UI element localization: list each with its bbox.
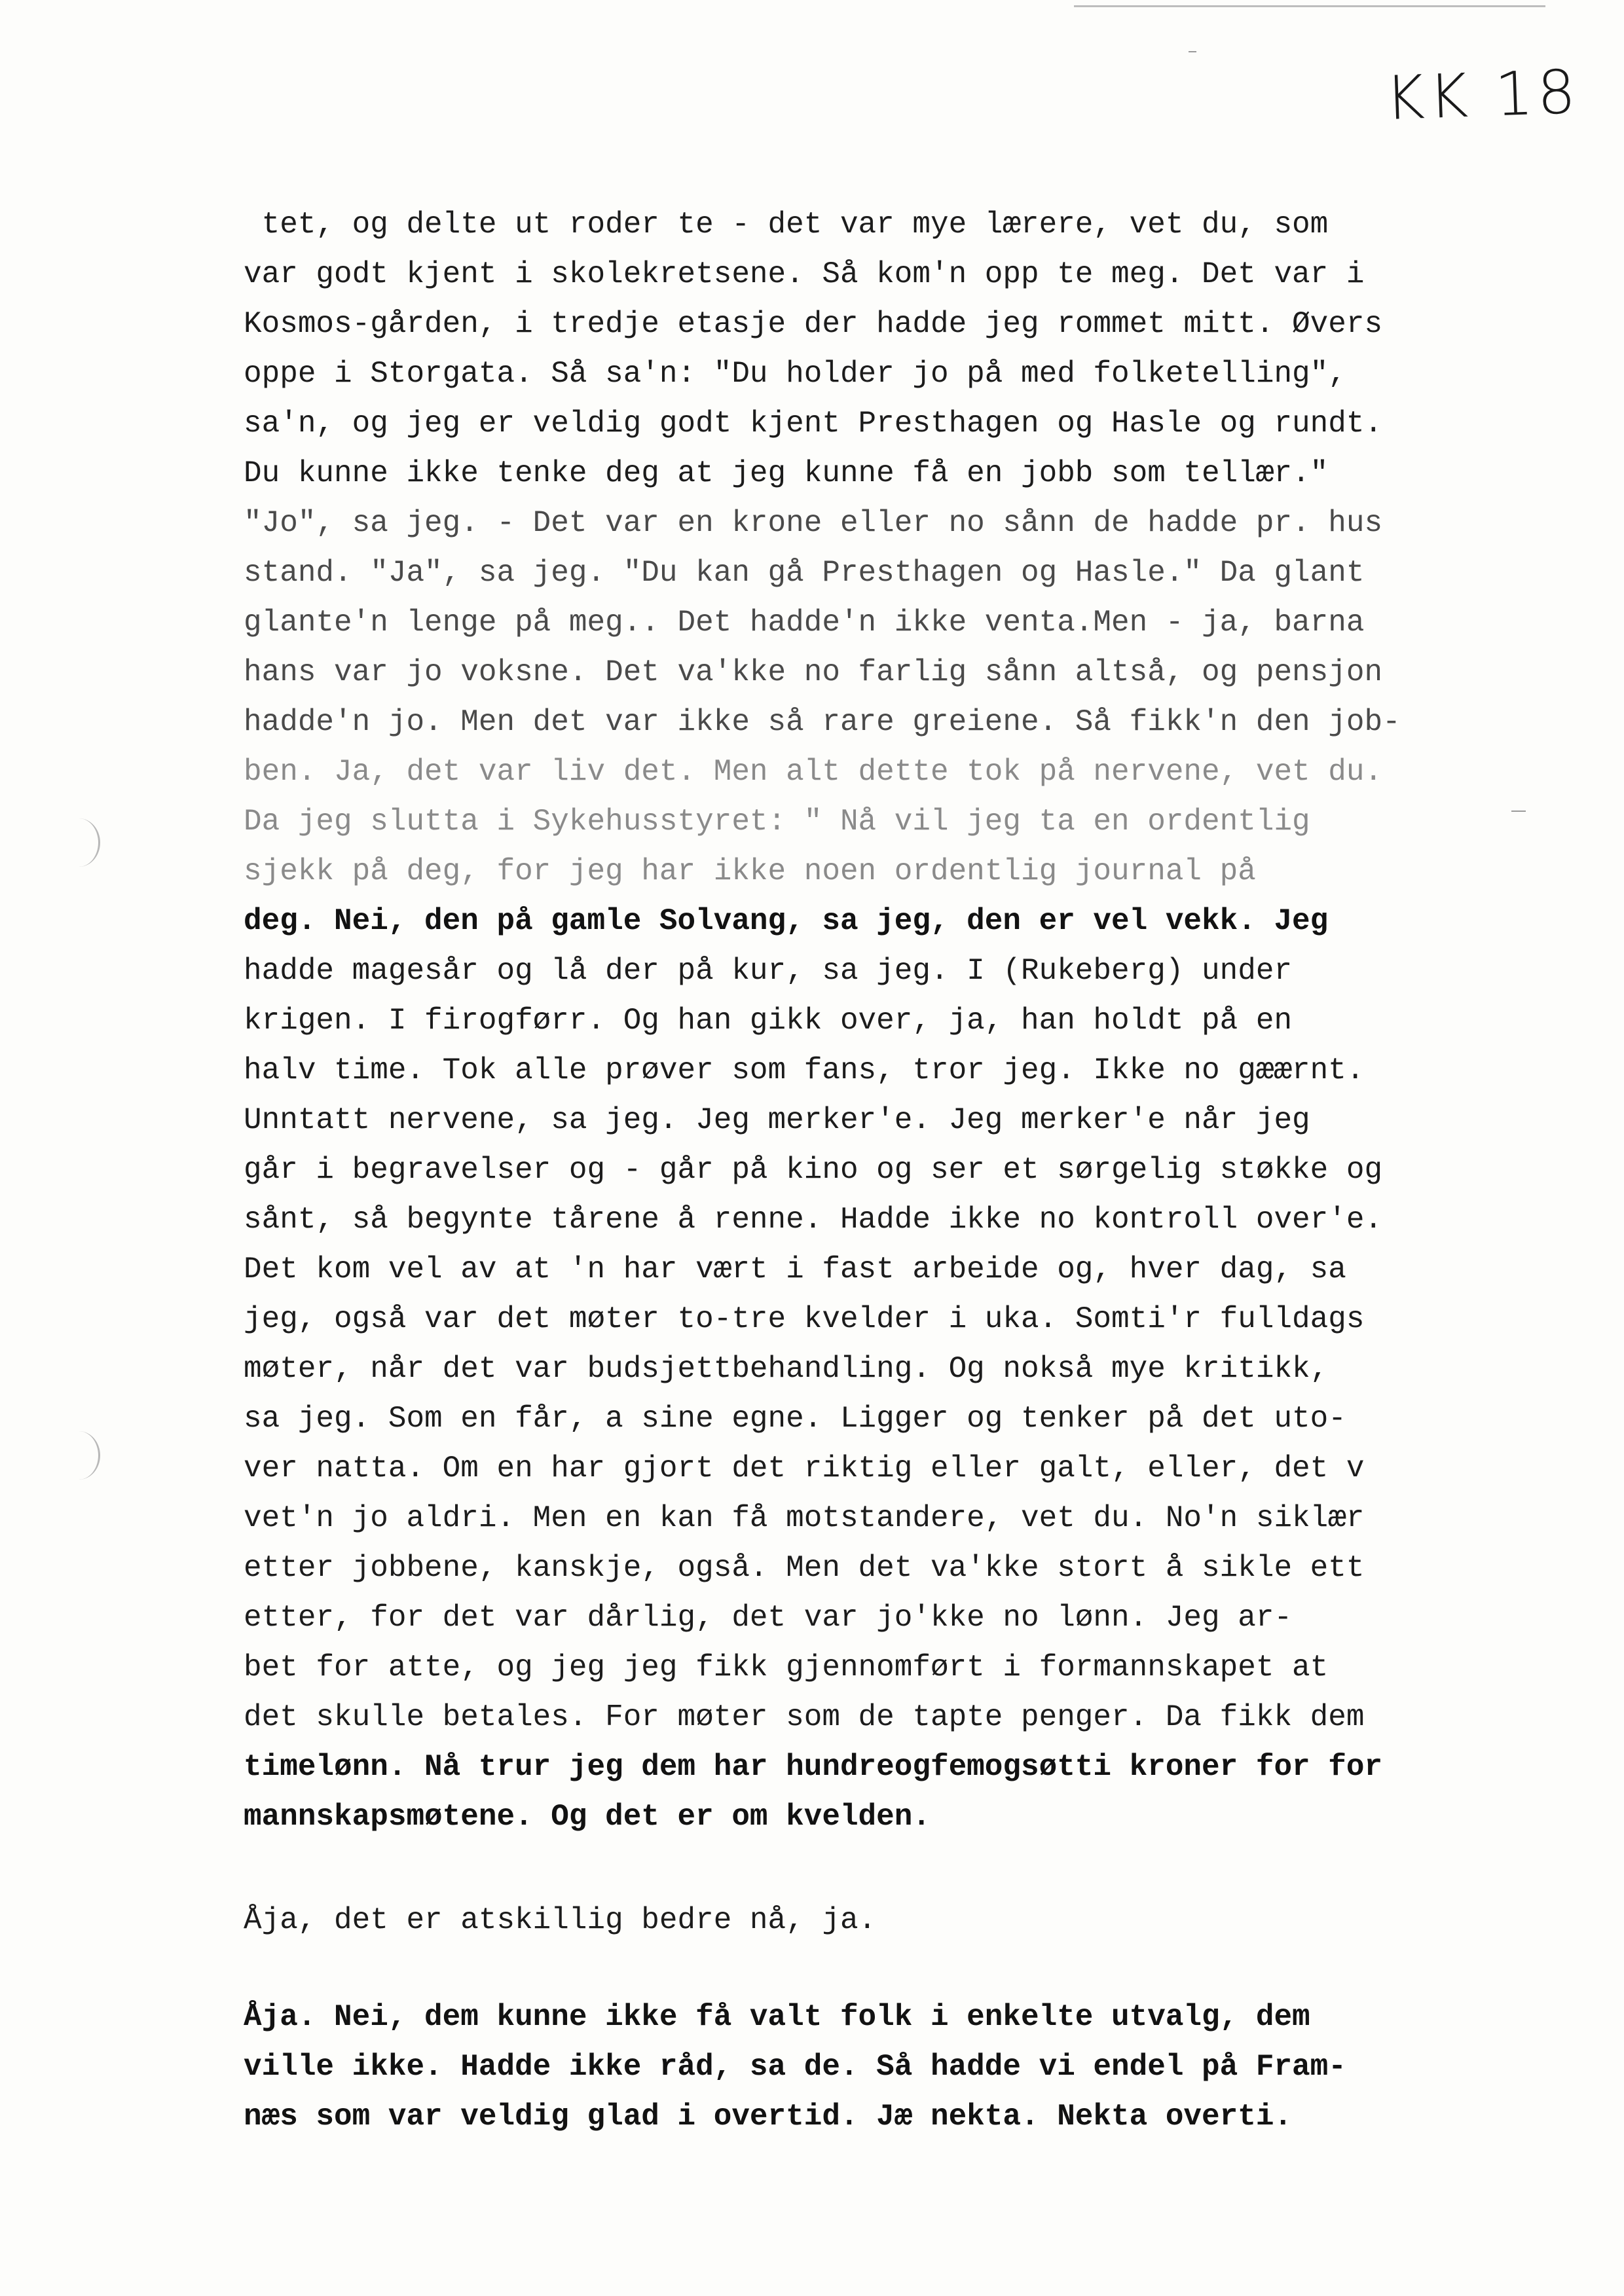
text-line: etter jobbene, kanskje, også. Men det va'kke stort å sikle ett	[244, 1551, 1365, 1585]
page-id: KK 18	[1384, 56, 1581, 134]
text-line: krigen. I firogførr. Og han gikk over, ja, han holdt på en	[244, 1004, 1293, 1038]
text-line: ver natta. Om en har gjort det riktig eller galt, eller, det v	[244, 1451, 1365, 1485]
punch-hole-top	[58, 818, 100, 867]
text-line: jeg, også var det møter to-tre kvelder i uka. Somti'r fulldags	[244, 1302, 1365, 1336]
text-line: Du kunne ikke tenke deg at jeg kunne få en jobb som tellær."	[244, 456, 1329, 490]
text-line: bet for atte, og jeg jeg fikk gjennomført i formannskapet at	[244, 1650, 1329, 1685]
text-line: hadde'n jo. Men det var ikke så rare greiene. Så fikk'n den job-	[244, 705, 1401, 739]
text-line: Da jeg slutta i Sykehusstyret: " Nå vil jeg ta en ordentlig	[244, 805, 1310, 839]
paragraph-interview-main	[244, 200, 1553, 1842]
text-line: stand. "Ja", sa jeg. "Du kan gå Presthagen og Hasle." Da glant	[244, 556, 1365, 590]
text-line: hans var jo voksne. Det va'kke no farlig sånn altså, og pensjon	[244, 655, 1383, 689]
text-line: Åja. Nei, dem kunne ikke få valt folk i enkelte utvalg, dem	[244, 2000, 1310, 2034]
text-line: ben. Ja, det var liv det. Men alt dette tok på nervene, vet du.	[244, 755, 1383, 789]
text-line: ville ikke. Hadde ikke råd, sa de. Så hadde vi endel på Fram-	[244, 2050, 1346, 2084]
text-line: vet'n jo aldri. Men en kan få motstandere, vet du. No'n siklær	[244, 1501, 1365, 1535]
paragraph-short-reply	[244, 1895, 1553, 1945]
text-line: deg. Nei, den på gamle Solvang, sa jeg, den er vel vekk. Jeg	[244, 904, 1329, 938]
stray-mark	[1189, 51, 1196, 52]
text-line: sånt, så begynte tårene å renne. Hadde ikke no kontroll over'e.	[244, 1203, 1383, 1237]
text-line: "Jo", sa jeg. - Det var en krone eller no sånn de hadde pr. hus	[244, 506, 1383, 540]
text-line: etter, for det var dårlig, det var jo'kke no lønn. Jeg ar-	[244, 1601, 1293, 1635]
text-line: glante'n lenge på meg.. Det hadde'n ikke venta.Men - ja, barna	[244, 606, 1365, 640]
text-line: timelønn. Nå trur jeg dem har hundreogfemogsøtti kroner for for	[244, 1750, 1383, 1784]
text-line: hadde magesår og lå der på kur, sa jeg. I (Rukeberg) under	[244, 954, 1293, 988]
text-line: tet, og delte ut roder te - det var mye lærere, vet du, som	[244, 208, 1329, 242]
text-line: halv time. Tok alle prøver som fans, tror jeg. Ikke no gæærnt.	[244, 1053, 1365, 1087]
text-line: sa jeg. Som en får, a sine egne. Ligger og tenker på det uto-	[244, 1402, 1346, 1436]
text-line: Det kom vel av at 'n har vært i fast arbeide og, hver dag, sa	[244, 1252, 1346, 1286]
top-rule	[1074, 5, 1545, 7]
text-line: møter, når det var budsjettbehandling. Og nokså mye kritikk,	[244, 1352, 1329, 1386]
text-line: næs som var veldig glad i overtid. Jæ nekta. Nekta overti.	[244, 2100, 1293, 2134]
text-line: det skulle betales. For møter som de tapte penger. Da fikk dem	[244, 1700, 1365, 1734]
text-line: sjekk på deg, for jeg har ikke noen ordentlig journal på	[244, 854, 1256, 888]
text-line: Åja, det er atskillig bedre nå, ja.	[244, 1903, 877, 1937]
text-line: sa'n, og jeg er veldig godt kjent Presthagen og Hasle og rundt.	[244, 407, 1383, 441]
text-line: Unntatt nervene, sa jeg. Jeg merker'e. Jeg merker'e når jeg	[244, 1103, 1310, 1137]
text-line: var godt kjent i skolekretsene. Så kom'n opp te meg. Det var i	[244, 257, 1365, 291]
text-line: mannskapsmøtene. Og det er om kvelden.	[244, 1800, 931, 1834]
text-line: går i begravelser og - går på kino og ser et sørgelig støkke og	[244, 1153, 1383, 1187]
punch-hole-bottom	[58, 1431, 100, 1480]
text-line: oppe i Storgata. Så sa'n: "Du holder jo på med folketelling",	[244, 357, 1346, 391]
paragraph-closing	[244, 1992, 1553, 2141]
text-line: Kosmos-gården, i tredje etasje der hadde jeg rommet mitt. Øvers	[244, 307, 1383, 341]
